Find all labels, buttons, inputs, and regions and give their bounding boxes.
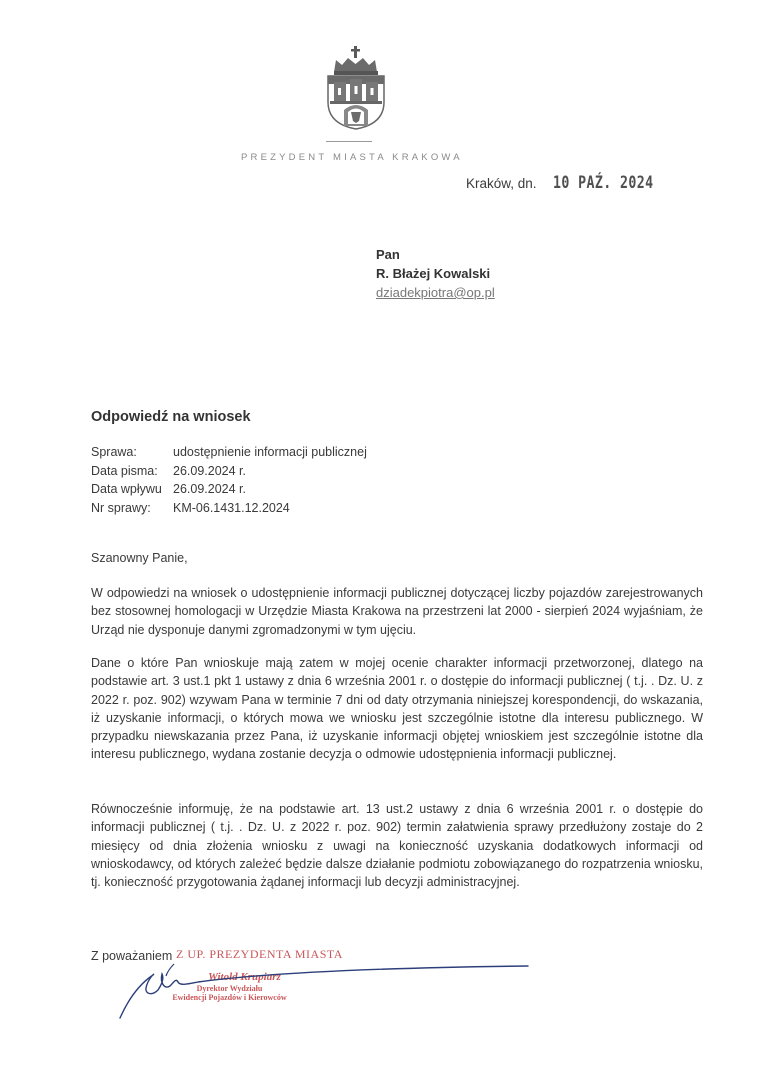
case-field-value: 26.09.2024 r. bbox=[173, 482, 246, 496]
greeting: Szanowny Panie, bbox=[91, 551, 188, 565]
stamp-line-position: Dyrektor Wydziału bbox=[196, 984, 263, 993]
recipient-title: Pan bbox=[376, 247, 400, 262]
closing-phrase: Z poważaniem bbox=[91, 949, 173, 963]
krakow-coat-of-arms-icon bbox=[324, 46, 388, 130]
letter-subject-heading: Odpowiedź na wniosek bbox=[91, 409, 251, 425]
recipient-name: R. Błażej Kowalski bbox=[376, 266, 491, 281]
case-field-row bbox=[91, 462, 367, 481]
case-field-value: KM-06.1431.12.2024 bbox=[173, 500, 290, 515]
case-field-row bbox=[91, 443, 367, 462]
case-field-value: 26.09.2024 r. bbox=[173, 463, 246, 478]
body-paragraph-1: W odpowiedzi na wniosek o udostępnienie informacji publicznej dotyczącej liczby pojazdów zarejestrowanych bez stosownej homologacji w Urzędzie Miasta Krakowa na przestrzeni lat 2000 - sierpień 2024 wyjaśniam, że Urząd nie dysponuje danymi zgromadzonymi w tym ujęciu. bbox=[91, 586, 703, 637]
date-stamp: 10 PAŹ. 2024 bbox=[553, 173, 654, 193]
recipient-email-link[interactable]: dziadekpiotra@op.pl bbox=[376, 285, 495, 300]
case-field-label: Nr sprawy: bbox=[91, 500, 151, 515]
body-paragraph-3: Równocześnie informuję, że na podstawie art. 13 ust.2 ustawy z dnia 6 września 2001 r. o dostępie do informacji publicznej ( t.j. . Dz. U. z 2022 r. poz. 902) termin załatwienia sprawy przedłużony zostaje do 2 miesięcy od dnia złożenia wniosku z uwagi na konieczność uzyskania dodatkowych informacji od wnioskodawcy, od których zależeć będzie dalsze działanie podmiotu zobowiązanego do rozpatrzenia wniosku, tj. konieczność przygotowania żądanej informacji lub decyzji administracyjnej. bbox=[91, 802, 703, 890]
recipient-block bbox=[376, 245, 495, 302]
case-field-value: udostępnienie informacji publicznej bbox=[173, 445, 367, 459]
stamp-line-authority: Z UP. PREZYDENTA MIASTA bbox=[176, 947, 343, 961]
header-divider bbox=[326, 141, 372, 142]
office-name: PREZYDENT MIASTA KRAKOWA bbox=[241, 152, 463, 163]
case-details bbox=[91, 443, 367, 517]
body-paragraph-2: Dane o które Pan wnioskuje mają zatem w mojej ocenie charakter informacji przetworzonej, dlatego na podstawie art. 3 ust.1 pkt 1 ustawy z dnia 6 września 2001 r. o dostępie do informacji publicznej ( t.j. . Dz. U. z 2022 r. poz. 902) wzywam Pana w terminie 7 dni od daty otrzymania niniejszej korespondencji, do wskazania, iż uzyskanie informacji, o których mowa we wniosku jest szczególnie istotne dla interesu publicznego. W przypadku niewskazania przez Pana, iż uzyskanie informacji objętej wnioskiem jest szczególnie istotne dla interesu publicznego, wydana zostanie decyzja o odmowie udostępnienia informacji publicznej. bbox=[91, 656, 703, 762]
stamp-line-department: Ewidencji Pojazdów i Kierowców bbox=[172, 993, 287, 1002]
stamp-line-name: Witold Krupiarz bbox=[208, 971, 281, 983]
case-field-row bbox=[91, 499, 367, 518]
case-field-label: Sprawa: bbox=[91, 445, 137, 459]
case-field-label: Data pisma: bbox=[91, 463, 158, 478]
case-field-label: Data wpływu bbox=[91, 482, 162, 496]
handwritten-signature-icon bbox=[118, 960, 538, 1020]
place-label: Kraków, dn. bbox=[466, 176, 537, 191]
case-field-row bbox=[91, 480, 367, 499]
